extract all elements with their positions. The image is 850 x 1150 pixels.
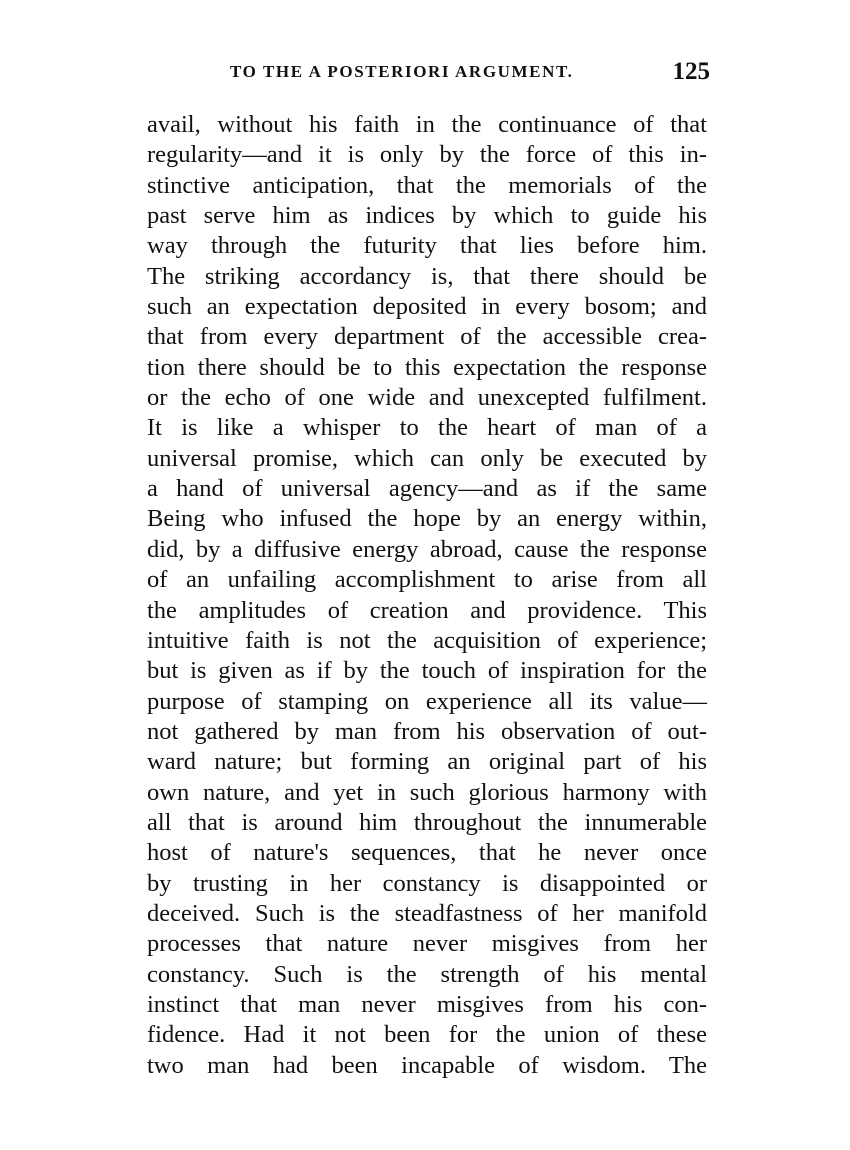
text-line: The striking accordancy is, that there should be — [147, 262, 707, 290]
text-line: a hand of universal agency—and as if the same — [147, 475, 707, 503]
text-line: avail, without his faith in the continuance of that — [147, 111, 707, 138]
text-line: stinctive anticipation, that the memorials of the — [147, 171, 707, 199]
text-line: universal promise, which can only be executed by — [147, 444, 707, 472]
text-line: It is like a whisper to the heart of man of a — [147, 414, 707, 442]
text-line: by trusting in her constancy is disappointed or — [147, 869, 707, 897]
text-line: that from every department of the accessible crea- — [147, 323, 707, 351]
text-line: or the echo of one wide and unexcepted fulfilment. — [147, 384, 707, 412]
text-line: constancy. Such is the strength of his mental — [147, 960, 707, 988]
text-line: processes that nature never misgives from her — [147, 930, 707, 958]
text-line: such an expectation deposited in every bosom; and — [147, 293, 707, 321]
text-line: not gathered by man from his observation of out- — [147, 717, 707, 745]
text-line: way through the futurity that lies before him. — [147, 232, 707, 260]
page-number: 125 — [672, 58, 710, 85]
text-line: Being who infused the hope by an energy within, — [147, 505, 707, 533]
text-line: past serve him as indices by which to guide his — [147, 202, 707, 230]
text-line: intuitive faith is not the acquisition of experience; — [147, 626, 707, 654]
text-line: regularity—and it is only by the force of this in- — [147, 141, 707, 169]
text-line: host of nature's sequences, that he never once — [147, 839, 707, 867]
text-line: deceived. Such is the steadfastness of her manifold — [147, 899, 707, 927]
text-line: but is given as if by the touch of inspiration for the — [147, 657, 707, 685]
text-line: own nature, and yet in such glorious harmony with — [147, 778, 707, 806]
body-text — [147, 110, 707, 1081]
text-line: purpose of stamping on experience all its value— — [147, 687, 707, 715]
text-line: two man had been incapable of wisdom. The — [147, 1051, 707, 1079]
running-title: TO THE A POSTERIORI ARGUMENT. — [230, 62, 574, 81]
text-line: the amplitudes of creation and providence. This — [147, 596, 707, 624]
text-line: fidence. Had it not been for the union of these — [147, 1021, 707, 1049]
text-line: ward nature; but forming an original part of his — [147, 748, 707, 776]
text-line: of an unfailing accomplishment to arise from all — [147, 566, 707, 594]
text-line: instinct that man never misgives from his con- — [147, 990, 707, 1018]
text-line: all that is around him throughout the innumerable — [147, 808, 707, 836]
running-head — [230, 60, 710, 90]
text-line: tion there should be to this expectation the response — [147, 353, 707, 381]
text-line: did, by a diffusive energy abroad, cause the response — [147, 535, 707, 563]
